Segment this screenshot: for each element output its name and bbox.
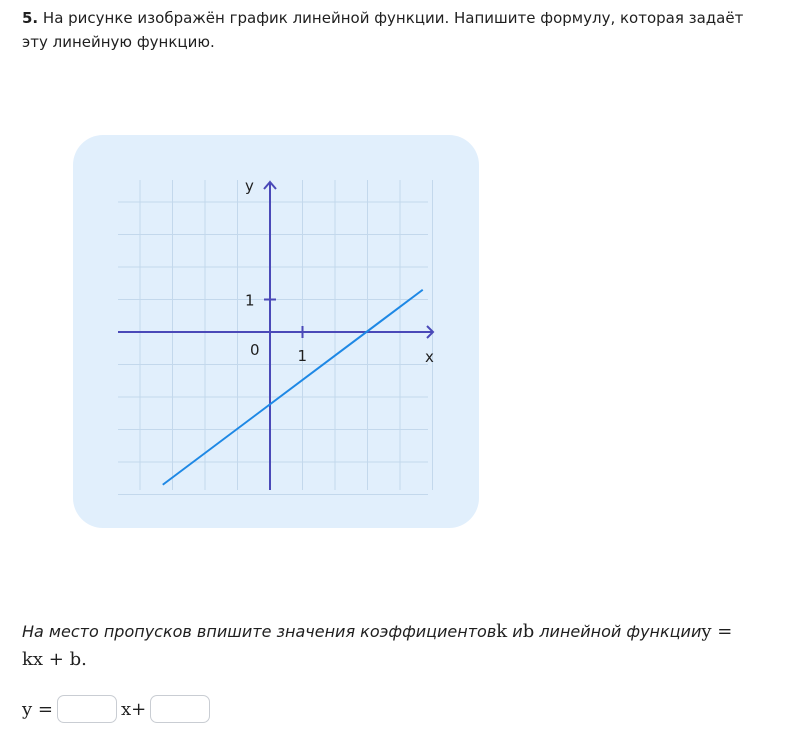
instruction-part1: На место пропусков впишите значения коэффициентов — [22, 622, 497, 641]
instruction-part2: линейной функции — [539, 622, 702, 641]
y-tick-label: 1 — [245, 291, 255, 310]
coef-b: b — [522, 621, 535, 642]
formula-lhs: y = — [701, 621, 733, 642]
origin-label: 0 — [250, 341, 260, 359]
y-axis-label: y — [245, 177, 254, 195]
coef-k: k — [496, 621, 508, 642]
grid — [118, 180, 433, 495]
answer-row — [22, 692, 214, 726]
task-number: 5. — [22, 9, 39, 27]
task-text: На рисунке изображён график линейной функции. Напишите формулу, которая задаёт эту линейную функцию. — [22, 9, 744, 51]
b-input[interactable] — [150, 695, 210, 723]
instruction — [22, 618, 782, 674]
formula-rhs: kx + b. — [22, 649, 87, 670]
answer-middle: x+ — [120, 698, 147, 720]
answer-prefix: y = — [22, 698, 53, 720]
x-tick-label: 1 — [297, 347, 308, 365]
axes — [118, 182, 433, 490]
task-statement — [22, 6, 762, 54]
instruction-and: и — [512, 622, 523, 641]
x-axis-label: x — [425, 348, 434, 366]
graph-card — [73, 135, 479, 528]
function-graph — [73, 135, 479, 528]
k-input[interactable] — [57, 695, 117, 723]
function-line — [163, 290, 423, 485]
